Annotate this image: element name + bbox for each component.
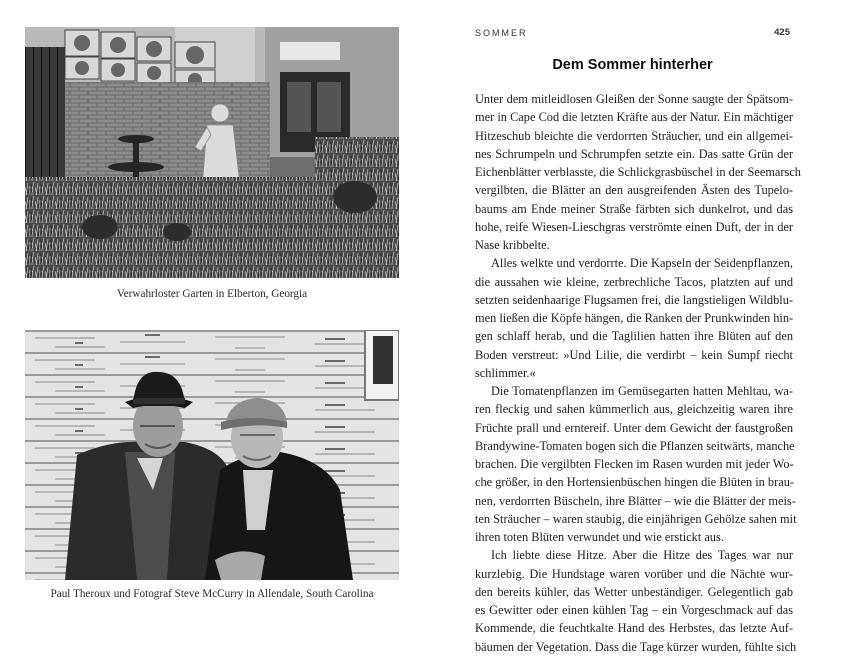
text-line: brachen. Die vergilbten Flecken im Rasen wurden mit jeder Wo- bbox=[475, 457, 794, 471]
text-line: vergilbten, die Blätter an den ausgreifenden Ästen des Tupelo- bbox=[475, 183, 793, 198]
text-line: hohe, reife Wiesen-Lieschgras verströmte einen Duft, der in der bbox=[475, 219, 793, 234]
garden-photo-image bbox=[25, 27, 399, 278]
text-line: Brandywine-Tomaten bogen sich die Pflanzen seitwärts, manche bbox=[475, 438, 795, 453]
garden-photo-caption: Verwahrloster Garten in Elberton, Georgia bbox=[116, 288, 308, 300]
paragraph bbox=[475, 546, 797, 656]
text-line: Unter dem mitleidlosen Gleißen der Sonne saugte der Spätsom- bbox=[475, 92, 793, 106]
text-line: ten Sträucher – waren staubig, die einjährigen Gehölze sahen mit bbox=[475, 511, 797, 526]
text-line: schlimmer.« bbox=[475, 365, 536, 380]
text-line: nes Schrumpeln und Schrumpfen setzte ein. Das satte Grün der bbox=[475, 146, 793, 161]
text-line: Alles welkte und verdorrte. Die Kapseln der Seidenpflanzen, bbox=[491, 256, 793, 271]
garden-photo bbox=[25, 27, 399, 278]
portrait-photo bbox=[25, 330, 399, 580]
portrait-photo-caption: Paul Theroux und Fotograf Steve McCurry in Allendale, South Carolina bbox=[50, 588, 374, 600]
page-number: 425 bbox=[774, 27, 790, 38]
text-line: Kommende, die feuchtkalte Hand des Herbstes, das letzte Auf- bbox=[475, 621, 793, 636]
paragraph bbox=[475, 254, 793, 382]
running-head: SOMMER bbox=[475, 28, 528, 38]
text-line: setzten seidenhaarige Flugsamen frei, die langstieligen Wildblu- bbox=[475, 292, 793, 307]
text-line: Eichenblätter verblasste, die Schlickgrasbüschel in der Seemarsch bbox=[475, 165, 801, 179]
body-text bbox=[475, 90, 801, 656]
text-line: Boden verstreut: »Und Lilie, die verdirbt – kein Sumpf riecht bbox=[475, 347, 793, 362]
text-line: bäumen der Vegetation. Dass die Tage kürzer wurden, fühlte sich bbox=[475, 639, 797, 654]
text-line: es Gewitter oder einen kühlen Tag – ein Vorgeschmack auf das bbox=[475, 603, 793, 617]
text-line: ren fleckig und sahen kümmerlich aus, gleichzeitig waren ihre bbox=[475, 402, 793, 417]
text-line: gen schlaff herab, und die Taglilien hatten ihre Blüten auf den bbox=[475, 329, 793, 344]
text-line: Früchte prall und erntereif. Unter dem Gewicht der faustgroßen bbox=[475, 420, 793, 435]
paragraph bbox=[475, 382, 797, 546]
text-line: mer in Cape Cod die letzten Kräfte aus der Natur. Ein mächtiger bbox=[475, 110, 793, 125]
text-line: nen, verdorrten Büscheln, ihre Blätter – wie die Blätter der meis- bbox=[475, 493, 796, 508]
paragraph bbox=[475, 90, 801, 254]
text-line: ihren toten Blüten verwundet und wie erstickt aus. bbox=[475, 530, 724, 544]
portrait-photo-image bbox=[25, 330, 399, 580]
text-line: Ich liebte diese Hitze. Aber die Hitze des Tages war nur bbox=[491, 548, 793, 563]
text-line: den bereits kühler, das Wetter unbeständiger. Gelegentlich gab bbox=[475, 584, 793, 599]
text-line: kurzlebig. Die Hundstage waren vorüber und die Nächte wur- bbox=[475, 566, 793, 581]
text-line: Die Tomatenpflanzen im Gemüsegarten hatten Mehltau, wa- bbox=[491, 384, 793, 398]
text-line: die aussahen wie kleine, zerbrechliche Tacos, platzten auf und bbox=[475, 274, 793, 289]
text-line: che größer, in den Hortensienbüschen hingen die Blüten in brau- bbox=[475, 475, 794, 490]
text-line: Hitzeschub bleichte die verdorrten Sträucher, und ein allgemei- bbox=[475, 128, 793, 143]
text-line: Nase kribbelte. bbox=[475, 238, 550, 252]
text-line: baums am Ende meiner Straße färbten sich dunkelrot, und das bbox=[475, 201, 793, 216]
chapter-title: Dem Sommer hinterher bbox=[552, 57, 713, 73]
text-line: men ließen die Köpfe hängen, die Ranken der Prunkwinden hin- bbox=[475, 311, 794, 325]
